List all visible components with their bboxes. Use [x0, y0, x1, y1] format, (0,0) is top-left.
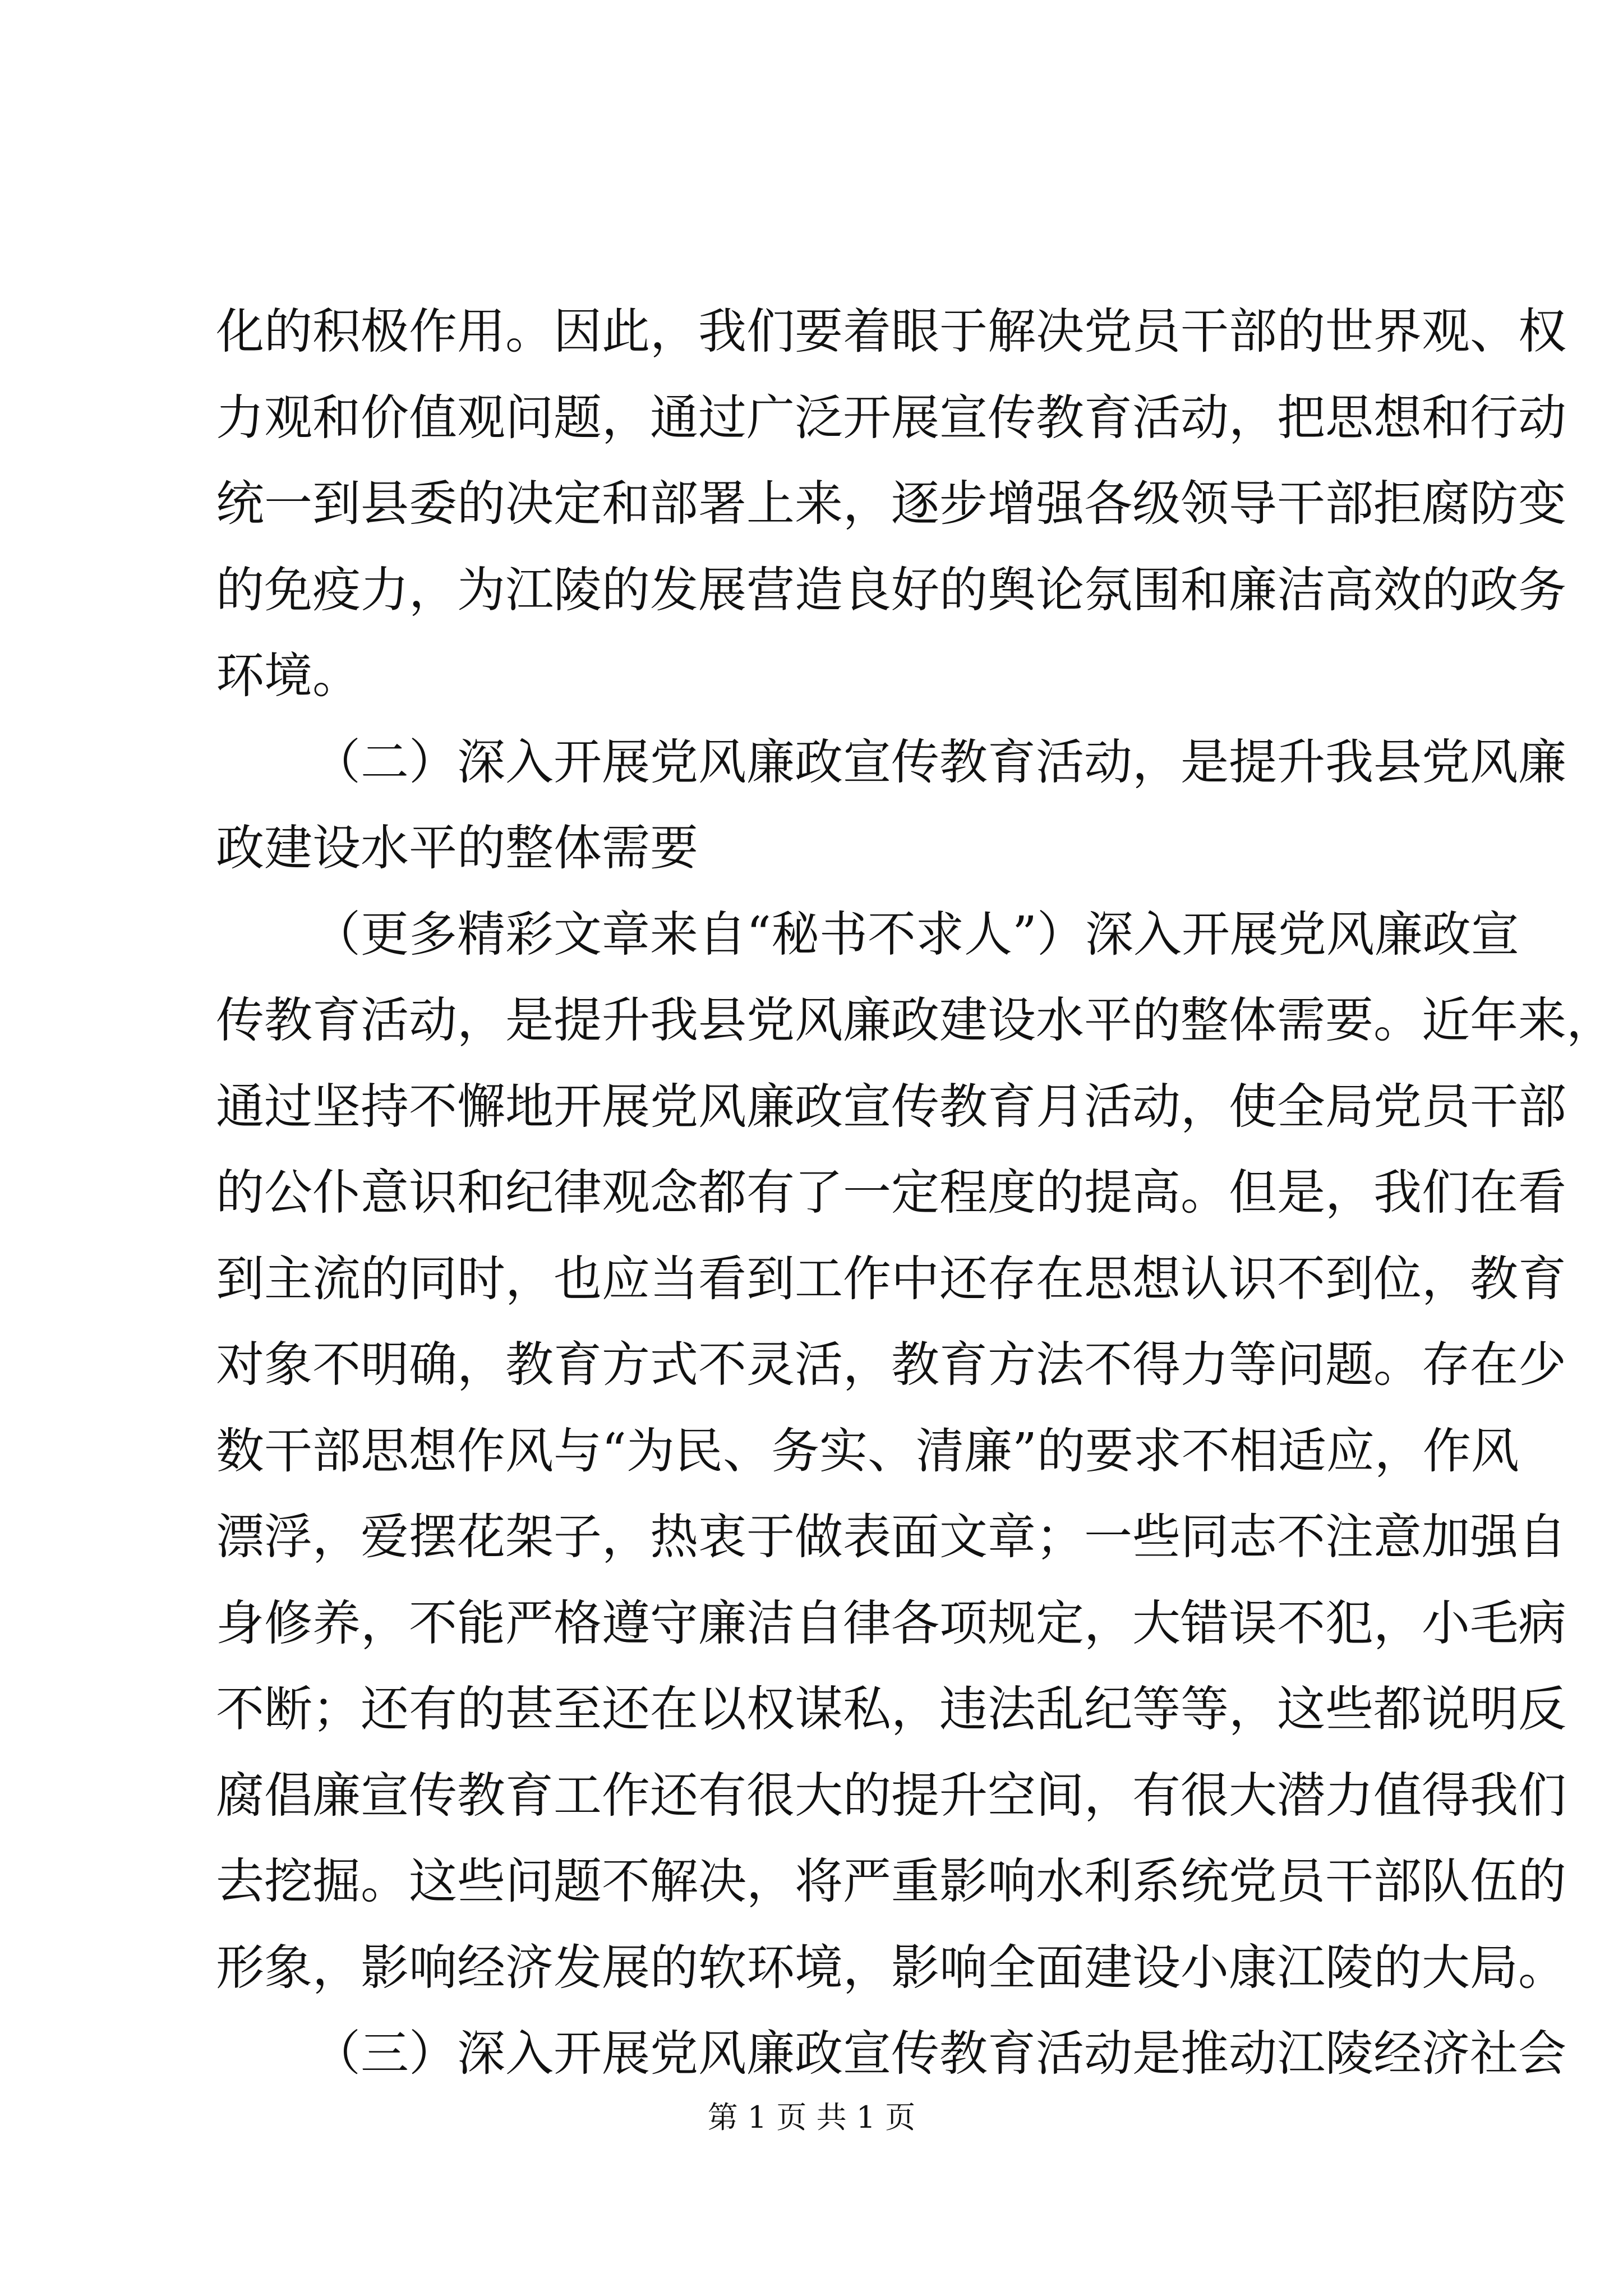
body-line: （更多精彩文章来自“秘书不求人”）深入开展党风廉政宣 — [312, 906, 1519, 963]
body-line: 去挖掘。这些问题不解决，将严重影响水利系统党员干部队伍的 — [216, 1853, 1566, 1910]
body-line: 腐倡廉宣传教育工作还有很大的提升空间，有很大潜力值得我们 — [216, 1767, 1566, 1824]
body-line: 漂浮，爱摆花架子，热衷于做表面文章；一些同志不注意加强自 — [216, 1509, 1566, 1565]
section-heading-line: 政建设水平的整体需要 — [216, 820, 698, 876]
body-line: 到主流的同时，也应当看到工作中还存在思想认识不到位，教育 — [216, 1250, 1566, 1307]
document-body — [216, 289, 1615, 2097]
body-line: 环境。 — [216, 648, 361, 704]
body-line: 对象不明确，教育方式不灵活，教育方法不得力等问题。存在少 — [216, 1337, 1566, 1393]
body-line: 的公仆意识和纪律观念都有了一定程度的提高。但是，我们在看 — [216, 1165, 1566, 1221]
body-line: 身修养，不能严格遵守廉洁自律各项规定，大错误不犯，小毛病 — [216, 1595, 1566, 1651]
section-heading-line: （三）深入开展党风廉政宣传教育活动是推动江陵经济社会 — [312, 2026, 1566, 2082]
body-line: 不断；还有的甚至还在以权谋私，违法乱纪等等，这些都说明反 — [216, 1681, 1566, 1737]
body-line: 力观和价值观问题，通过广泛开展宣传教育活动，把思想和行动 — [216, 389, 1566, 446]
body-line: 的免疫力，为江陵的发展营造良好的舆论氛围和廉洁高效的政务 — [216, 562, 1566, 618]
body-line: 统一到县委的决定和部署上来，逐步增强各级领导干部拒腐防变 — [216, 476, 1566, 532]
body-line: 化的积极作用。因此，我们要着眼于解决党员干部的世界观、权 — [216, 303, 1566, 360]
section-heading-line: （二）深入开展党风廉政宣传教育活动，是提升我县党风廉 — [312, 734, 1566, 790]
page-footer: 第 1 页 共 1 页 — [707, 2100, 916, 2135]
body-line: 形象，影响经济发展的软环境，影响全面建设小康江陵的大局。 — [216, 1939, 1566, 1996]
body-line: 传教育活动，是提升我县党风廉政建设水平的整体需要。近年来， — [216, 992, 1615, 1048]
body-line: 数干部思想作风与“为民、务实、清廉”的要求不相适应，作风 — [216, 1423, 1519, 1479]
body-line: 通过坚持不懈地开展党风廉政宣传教育月活动，使全局党员干部 — [216, 1078, 1566, 1135]
